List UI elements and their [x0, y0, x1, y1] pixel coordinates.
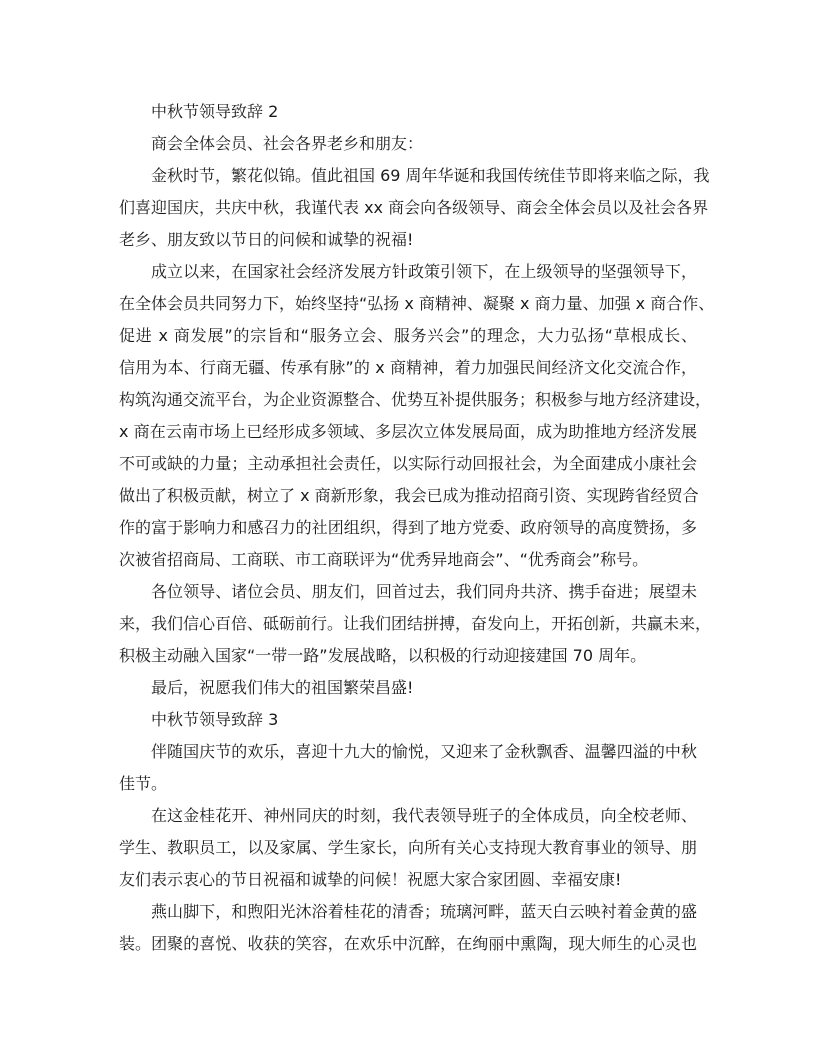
section-heading: 中秋节领导致辞 2 — [151, 102, 279, 121]
paragraph-line: 在这金桂花开、神州同庆的时刻，我代表领导班子的全体成员，向全校老师、 — [151, 806, 697, 825]
paragraph-line: 学生、教职员工，以及家属、学生家长，向所有关心支持现大教育事业的领导、朋 — [119, 838, 697, 857]
paragraph-line: 佳节。 — [119, 774, 168, 793]
paragraph-line: 信用为本、行商无疆、传承有脉”的 x 商精神，着力加强民间经济文化交流合作， — [119, 358, 697, 377]
paragraph-line: 积极主动融入国家“一带一路”发展战略，以积极的行动迎接建国 70 周年。 — [119, 646, 647, 665]
closing-line: 最后，祝愿我们伟大的祖国繁荣昌盛! — [151, 678, 414, 697]
paragraph-line: 在全体会员共同努力下，始终坚持“弘扬 x 商精神、凝聚 x 商力量、加强 x 商合作、 — [119, 294, 715, 313]
paragraph-line: 金秋时节，繁花似锦。值此祖国 69 周年华诞和我国传统佳节即将来临之际，我 — [151, 166, 710, 185]
document-body — [119, 96, 715, 960]
paragraph-line: 友们表示衷心的节日祝福和诚挚的问候！祝愿大家合家团圆、幸福安康! — [119, 870, 622, 889]
paragraph-line: 各位领导、诸位会员、朋友们，回首过去，我们同舟共济、携手奋进；展望未 — [151, 582, 697, 601]
paragraph-line: 次被省招商局、工商联、市工商联评为“优秀异地商会”、“优秀商会”称号。 — [119, 550, 649, 569]
paragraph-line: 不可或缺的力量；主动承担社会责任，以实际行动回报社会，为全面建成小康社会 — [119, 454, 697, 473]
paragraph-line: 做出了积极贡献，树立了 x 商新形象，我会已成为推动招商引资、实现跨省经贸合 — [119, 486, 699, 505]
paragraph-line: 们喜迎国庆，共庆中秋，我谨代表 xx 商会向各级领导、商会全体会员以及社会各界 — [119, 198, 709, 217]
paragraph-line: 老乡、朋友致以节日的问候和诚挚的祝福! — [119, 230, 414, 249]
salutation-line: 商会全体会员、社会各界老乡和朋友： — [151, 134, 424, 153]
paragraph-line: 成立以来，在国家社会经济发展方针政策引领下，在上级领导的坚强领导下， — [151, 262, 697, 281]
section-heading: 中秋节领导致辞 3 — [151, 710, 279, 729]
paragraph-line: 伴随国庆节的欢乐，喜迎十九大的愉悦，又迎来了金秋飘香、温馨四溢的中秋 — [151, 742, 697, 761]
paragraph-line: 构筑沟通交流平台，为企业资源整合、优势互补提供服务；积极参与地方经济建设， — [119, 390, 712, 409]
paragraph-line: 作的富于影响力和感召力的社团组织，得到了地方党委、政府领导的高度赞扬，多 — [119, 518, 697, 537]
paragraph-line: x 商在云南市场上已经形成多领域、多层次立体发展局面，成为助推地方经济发展 — [119, 422, 697, 441]
paragraph-line: 燕山脚下，和煦阳光沐浴着桂花的清香；琉璃河畔，蓝天白云映衬着金黄的盛 — [151, 902, 697, 921]
paragraph-line: 装。团聚的喜悦、收获的笑容，在欢乐中沉醉，在绚丽中熏陶，现大师生的心灵也 — [119, 934, 697, 953]
paragraph-line: 来，我们信心百倍、砥砺前行。让我们团结拼搏，奋发向上，开拓创新，共赢未来， — [119, 614, 712, 633]
paragraph-line: 促进 x 商发展”的宗旨和“服务立会、服务兴会”的理念，大力弘扬“草根成长、 — [119, 326, 697, 345]
